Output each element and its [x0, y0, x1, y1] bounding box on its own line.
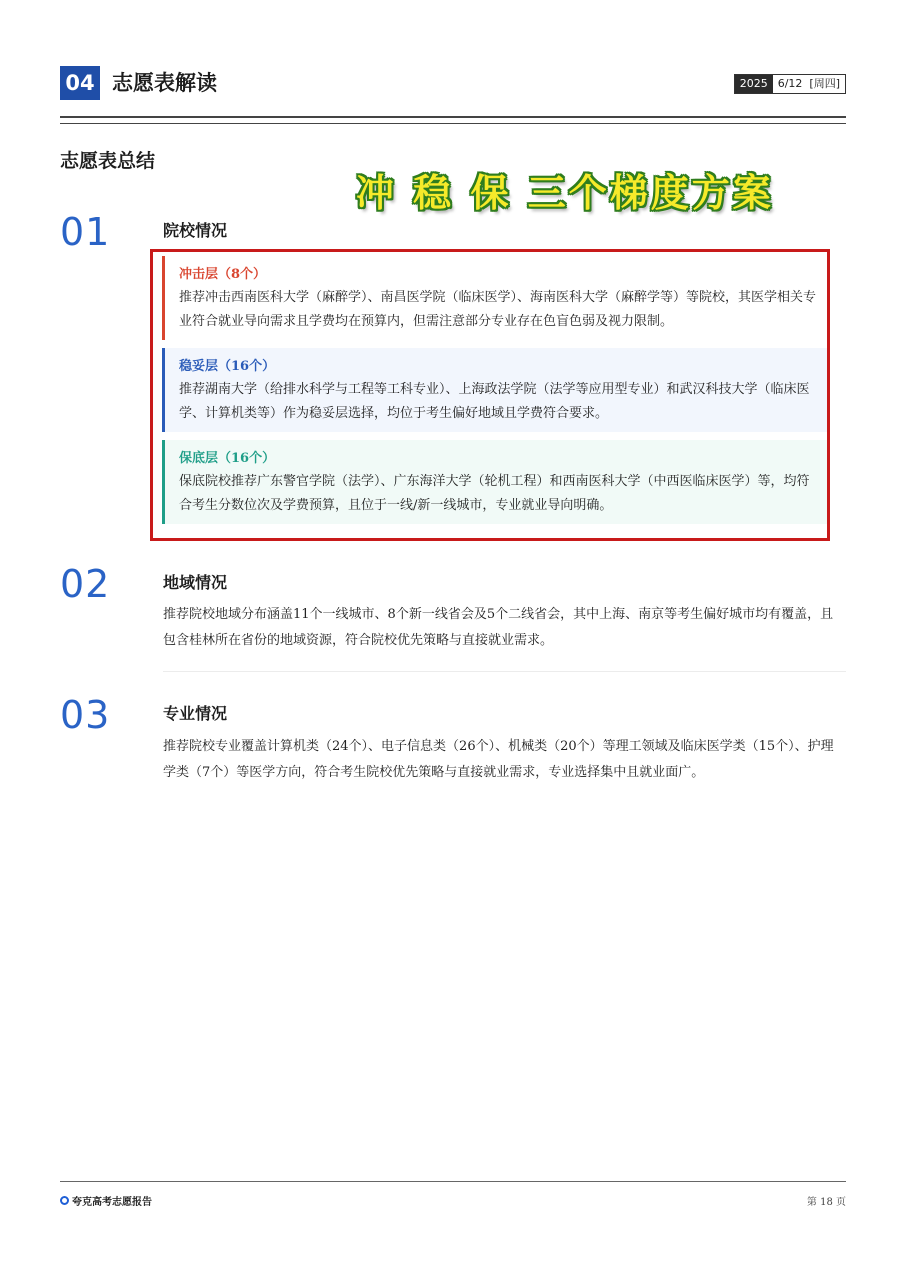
section-02-text: 推荐院校地域分布涵盖11个一线城市、8个新一线省会及5个二线省会，其中上海、南京等考生偏好城市均有覆盖，且包含桂林所在省份的地域资源，符合院校优先策略与直接就业需求。	[163, 607, 834, 648]
section-01-title: 院校情况	[163, 221, 228, 240]
section-03-text: 推荐院校专业覆盖计算机类（24个）、电子信息类（26个）、机械类（20个）等理工领域及临床医学类（15个）、护理学类（7个）等医学方向，符合考生院校优先策略与直接就业需求，专业选择集中且就业面广。	[163, 739, 834, 780]
tier-safe-label: 保底层（16个）	[179, 451, 276, 466]
section-divider	[163, 671, 846, 672]
footer-brand-text: 夸克高考志愿报告	[72, 1197, 152, 1208]
summary-title: 志愿表总结	[60, 150, 156, 172]
section-03-number: 03	[60, 693, 111, 737]
date-weekday: [周四]	[809, 77, 840, 90]
header-divider	[60, 116, 846, 124]
tier-rush-label: 冲击层（8个）	[179, 267, 267, 282]
date-year: 2025	[735, 75, 773, 93]
footer-brand	[60, 1193, 152, 1208]
page-number: 第 18 页	[806, 1197, 846, 1208]
section-number-badge: 04	[60, 66, 100, 100]
footer-divider	[60, 1181, 846, 1182]
date-box	[734, 74, 846, 94]
section-02-title: 地域情况	[163, 573, 228, 592]
tier-stable-label: 稳妥层（16个）	[179, 359, 276, 374]
section-title: 志愿表解读	[112, 70, 217, 95]
section-03-title: 专业情况	[163, 704, 228, 723]
section-01-number: 01	[60, 210, 111, 254]
section-02-number: 02	[60, 562, 111, 606]
page-header	[60, 66, 846, 100]
tier-safe-text: 保底院校推荐广东警官学院（法学）、广东海洋大学（轮机工程）和西南医科大学（中西医临床医学）等，均符合考生分数位次及学费预算，且位于一线/新一线城市，专业就业导向明确。	[179, 474, 810, 513]
tier-stable-text: 推荐湖南大学（给排水科学与工程等工科专业）、上海政法学院（法学等应用型专业）和武汉科技大学（临床医学、计算机类等）作为稳妥层选择，均位于考生偏好地域且学费符合要求。	[179, 382, 810, 421]
date-month-day: 6/12	[777, 77, 803, 90]
tier-highlight-frame	[150, 249, 830, 541]
overlay-title: 冲 稳 保 三个梯度方案	[356, 171, 774, 215]
tier-rush-text: 推荐冲击西南医科大学（麻醉学）、南昌医学院（临床医学）、海南医科大学（麻醉学等）等院校，其医学相关专业符合就业导向需求且学费均在预算内，但需注意部分专业存在色盲色弱及视力限制。	[179, 290, 817, 329]
brand-logo-icon	[60, 1196, 69, 1205]
